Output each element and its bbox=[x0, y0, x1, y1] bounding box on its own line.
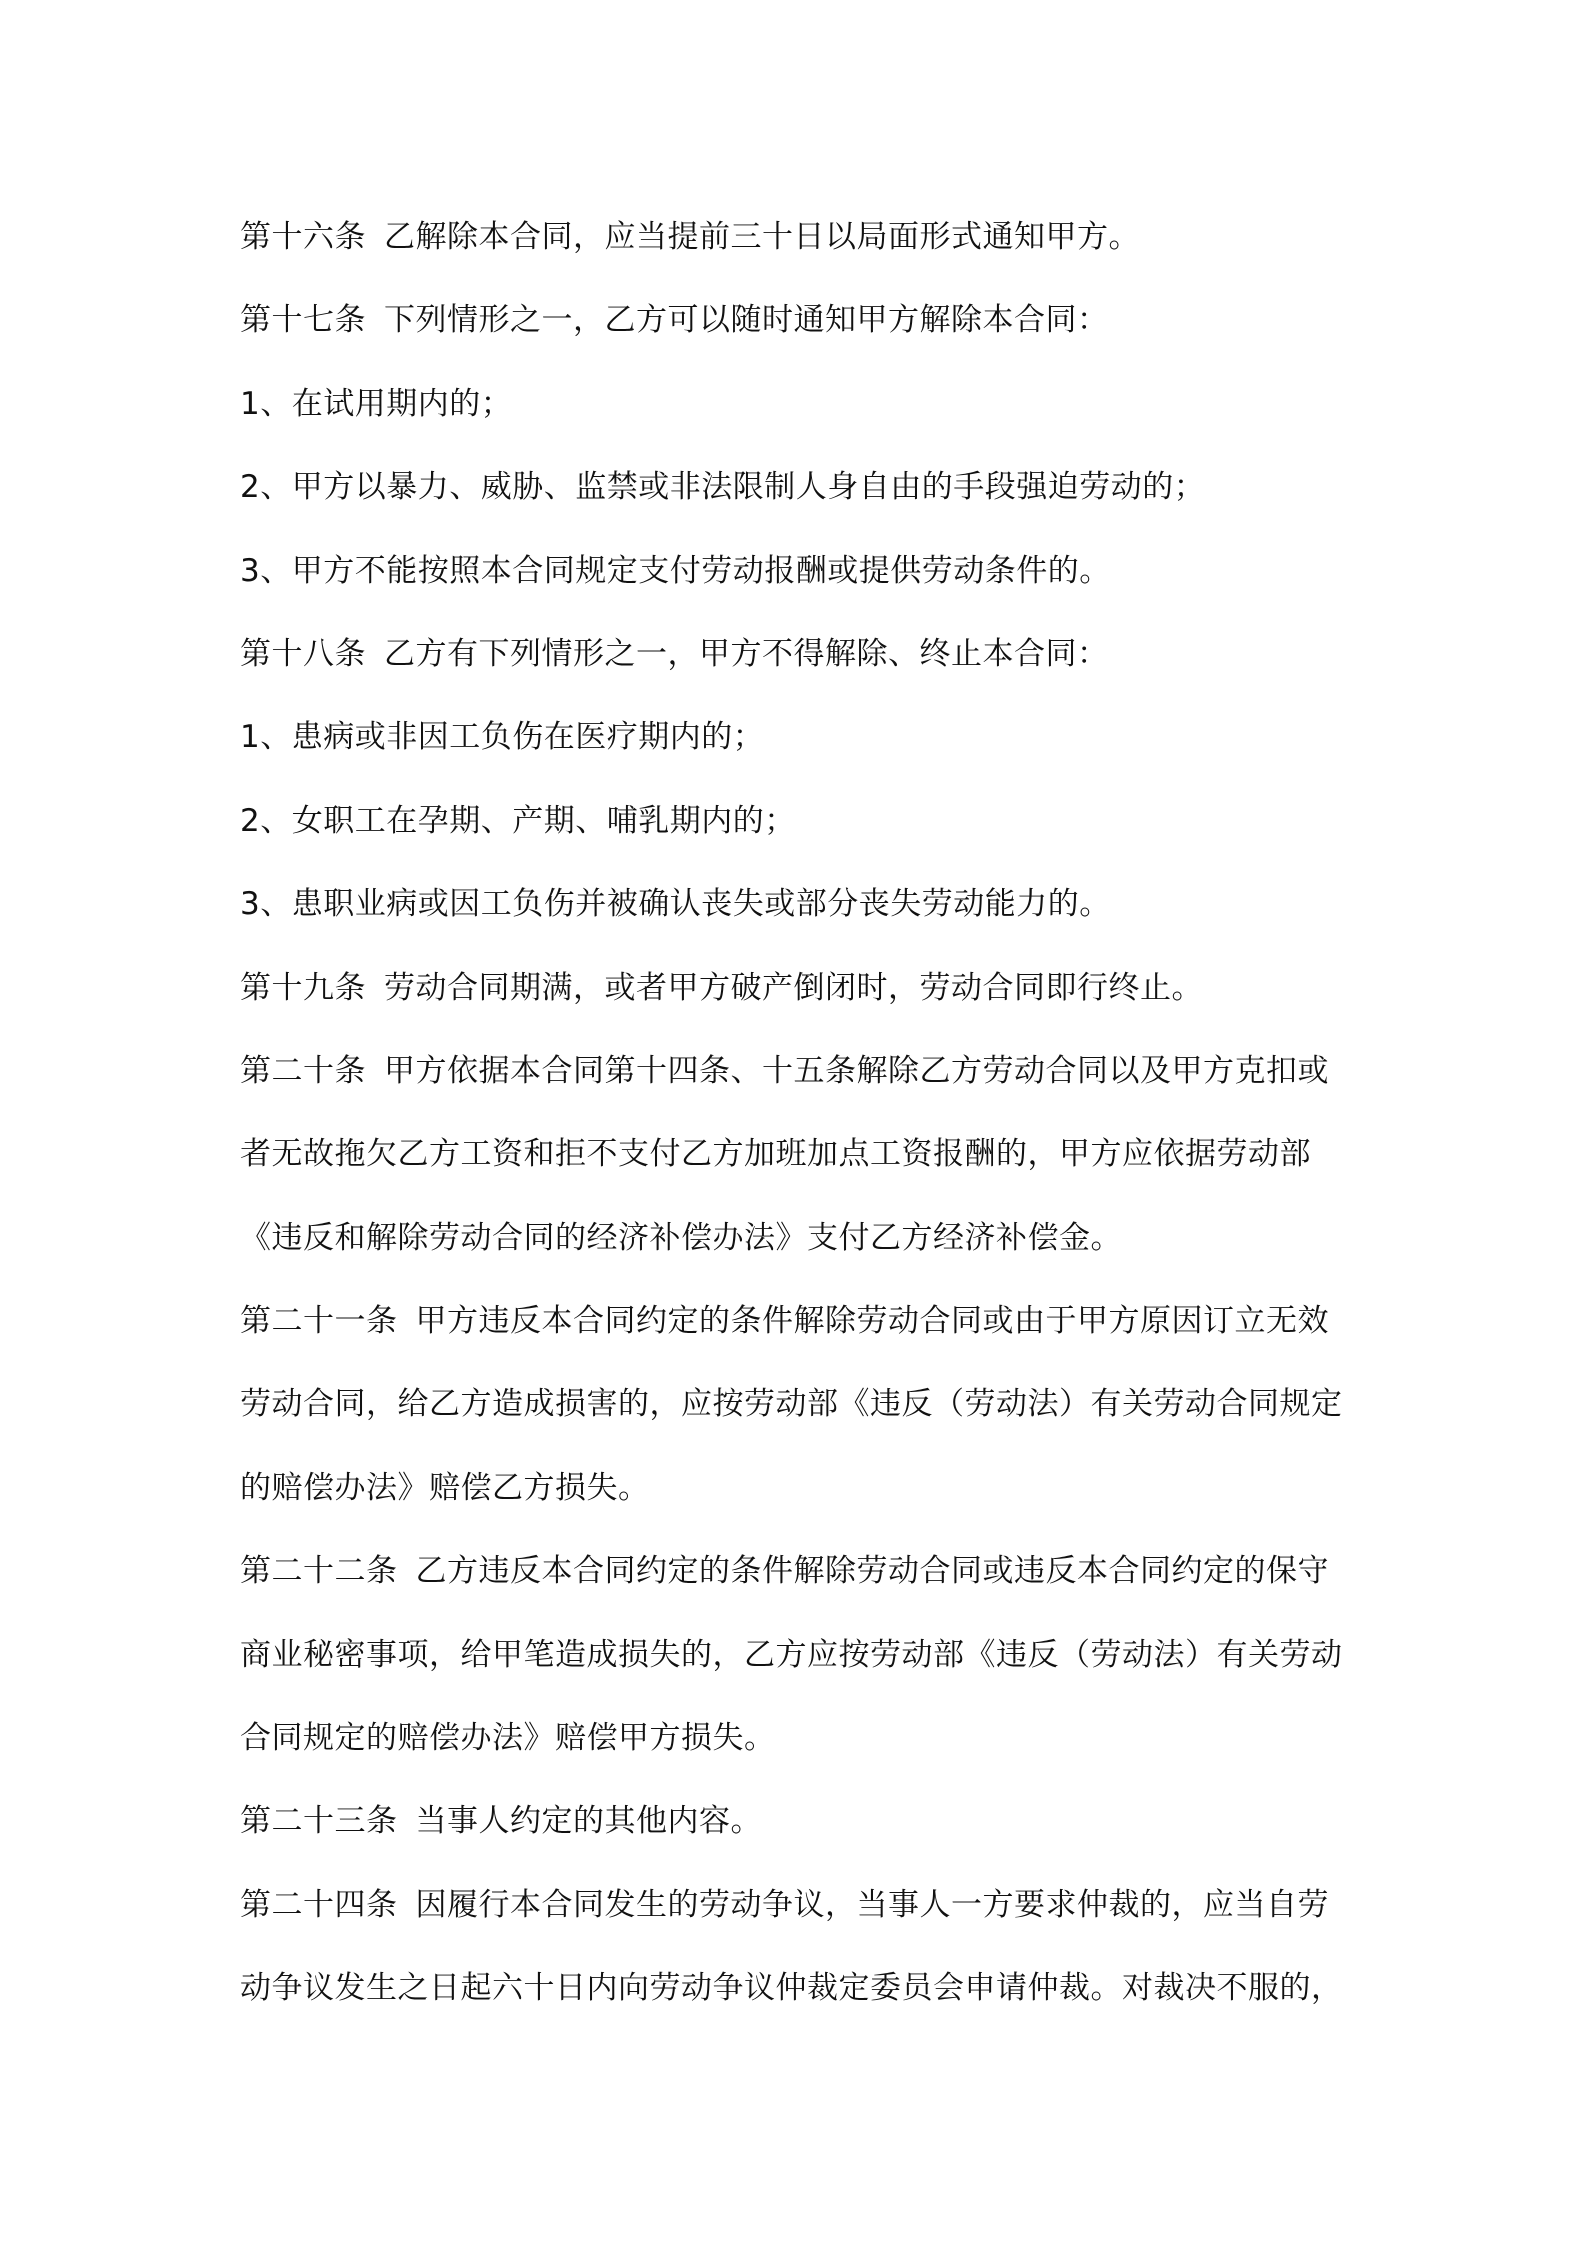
text-line bbox=[240, 1530, 1360, 1613]
text-line bbox=[240, 947, 1360, 1030]
list-item-text: 1、在试用期内的； bbox=[240, 385, 513, 422]
text-line bbox=[240, 196, 1360, 279]
text-line bbox=[240, 1947, 1360, 2030]
list-item-text: 2、女职工在孕期、产期、哺乳期内的； bbox=[240, 802, 796, 839]
text-line bbox=[240, 1280, 1360, 1363]
text-line bbox=[240, 1780, 1360, 1863]
continuation-text: 动争议发生之日起六十日内向劳动争议仲裁定委员会申请仲裁。对裁决不服的， bbox=[240, 1970, 1343, 2007]
list-item-text: 1、患病或非因工负伤在医疗期内的； bbox=[240, 719, 765, 756]
article-text: 下列情形之一，乙方可以随时通知甲方解除本合同： bbox=[384, 302, 1109, 339]
article-label: 第十九条 bbox=[240, 969, 366, 1006]
continuation-text: 的赔偿办法》赔偿乙方损失。 bbox=[240, 1469, 650, 1506]
text-line bbox=[240, 1363, 1360, 1446]
article-label: 第十七条 bbox=[240, 302, 366, 339]
document-body bbox=[240, 196, 1360, 2031]
article-label: 第二十二条 bbox=[240, 1553, 398, 1590]
list-item-text: 2、甲方以暴力、威胁、监禁或非法限制人身自由的手段强迫劳动的； bbox=[240, 469, 1206, 506]
continuation-text: 商业秘密事项，给甲笔造成损失的，乙方应按劳动部《违反（劳动法）有关劳动 bbox=[240, 1636, 1343, 1673]
text-line bbox=[240, 1197, 1360, 1280]
text-line bbox=[240, 1447, 1360, 1530]
article-label: 第十八条 bbox=[240, 635, 366, 672]
text-line bbox=[240, 1030, 1360, 1113]
list-item-text: 3、甲方不能按照本合同规定支付劳动报酬或提供劳动条件的。 bbox=[240, 552, 1111, 589]
continuation-text: 合同规定的赔偿办法》赔偿甲方损失。 bbox=[240, 1720, 776, 1757]
article-text: 乙方违反本合同约定的条件解除劳动合同或违反本合同约定的保守 bbox=[415, 1553, 1329, 1590]
continuation-text: 者无故拖欠乙方工资和拒不支付乙方加班加点工资报酬的，甲方应依据劳动部 bbox=[240, 1136, 1311, 1173]
text-line bbox=[240, 1113, 1360, 1196]
article-text: 乙解除本合同，应当提前三十日以局面形式通知甲方。 bbox=[384, 219, 1140, 255]
continuation-text: 劳动合同，给乙方造成损害的，应按劳动部《违反（劳动法）有关劳动合同规定 bbox=[240, 1386, 1343, 1423]
text-line bbox=[240, 696, 1360, 779]
continuation-text: 《违反和解除劳动合同的经济补偿办法》支付乙方经济补偿金。 bbox=[240, 1219, 1122, 1256]
article-text: 乙方有下列情形之一，甲方不得解除、终止本合同： bbox=[384, 635, 1109, 672]
list-item-text: 3、患职业病或因工负伤并被确认丧失或部分丧失劳动能力的。 bbox=[240, 886, 1111, 923]
text-line bbox=[240, 863, 1360, 946]
article-text: 甲方依据本合同第十四条、十五条解除乙方劳动合同以及甲方克扣或 bbox=[384, 1052, 1329, 1089]
text-line bbox=[240, 613, 1360, 696]
text-line bbox=[240, 780, 1360, 863]
article-label: 第二十四条 bbox=[240, 1886, 398, 1923]
text-line bbox=[240, 1864, 1360, 1947]
text-line bbox=[240, 1697, 1360, 1780]
text-line bbox=[240, 363, 1360, 446]
article-text: 因履行本合同发生的劳动争议，当事人一方要求仲裁的，应当自劳 bbox=[415, 1886, 1329, 1923]
text-line bbox=[240, 279, 1360, 362]
article-label: 第十六条 bbox=[240, 219, 366, 255]
text-line bbox=[240, 530, 1360, 613]
article-text: 劳动合同期满，或者甲方破产倒闭时，劳动合同即行终止。 bbox=[384, 969, 1203, 1006]
text-line bbox=[240, 446, 1360, 529]
article-text: 甲方违反本合同约定的条件解除劳动合同或由于甲方原因订立无效 bbox=[415, 1303, 1329, 1340]
article-label: 第二十一条 bbox=[240, 1303, 398, 1340]
article-label: 第二十条 bbox=[240, 1052, 366, 1089]
text-line bbox=[240, 1614, 1360, 1697]
article-label: 第二十三条 bbox=[240, 1803, 398, 1840]
article-text: 当事人约定的其他内容。 bbox=[415, 1803, 762, 1840]
